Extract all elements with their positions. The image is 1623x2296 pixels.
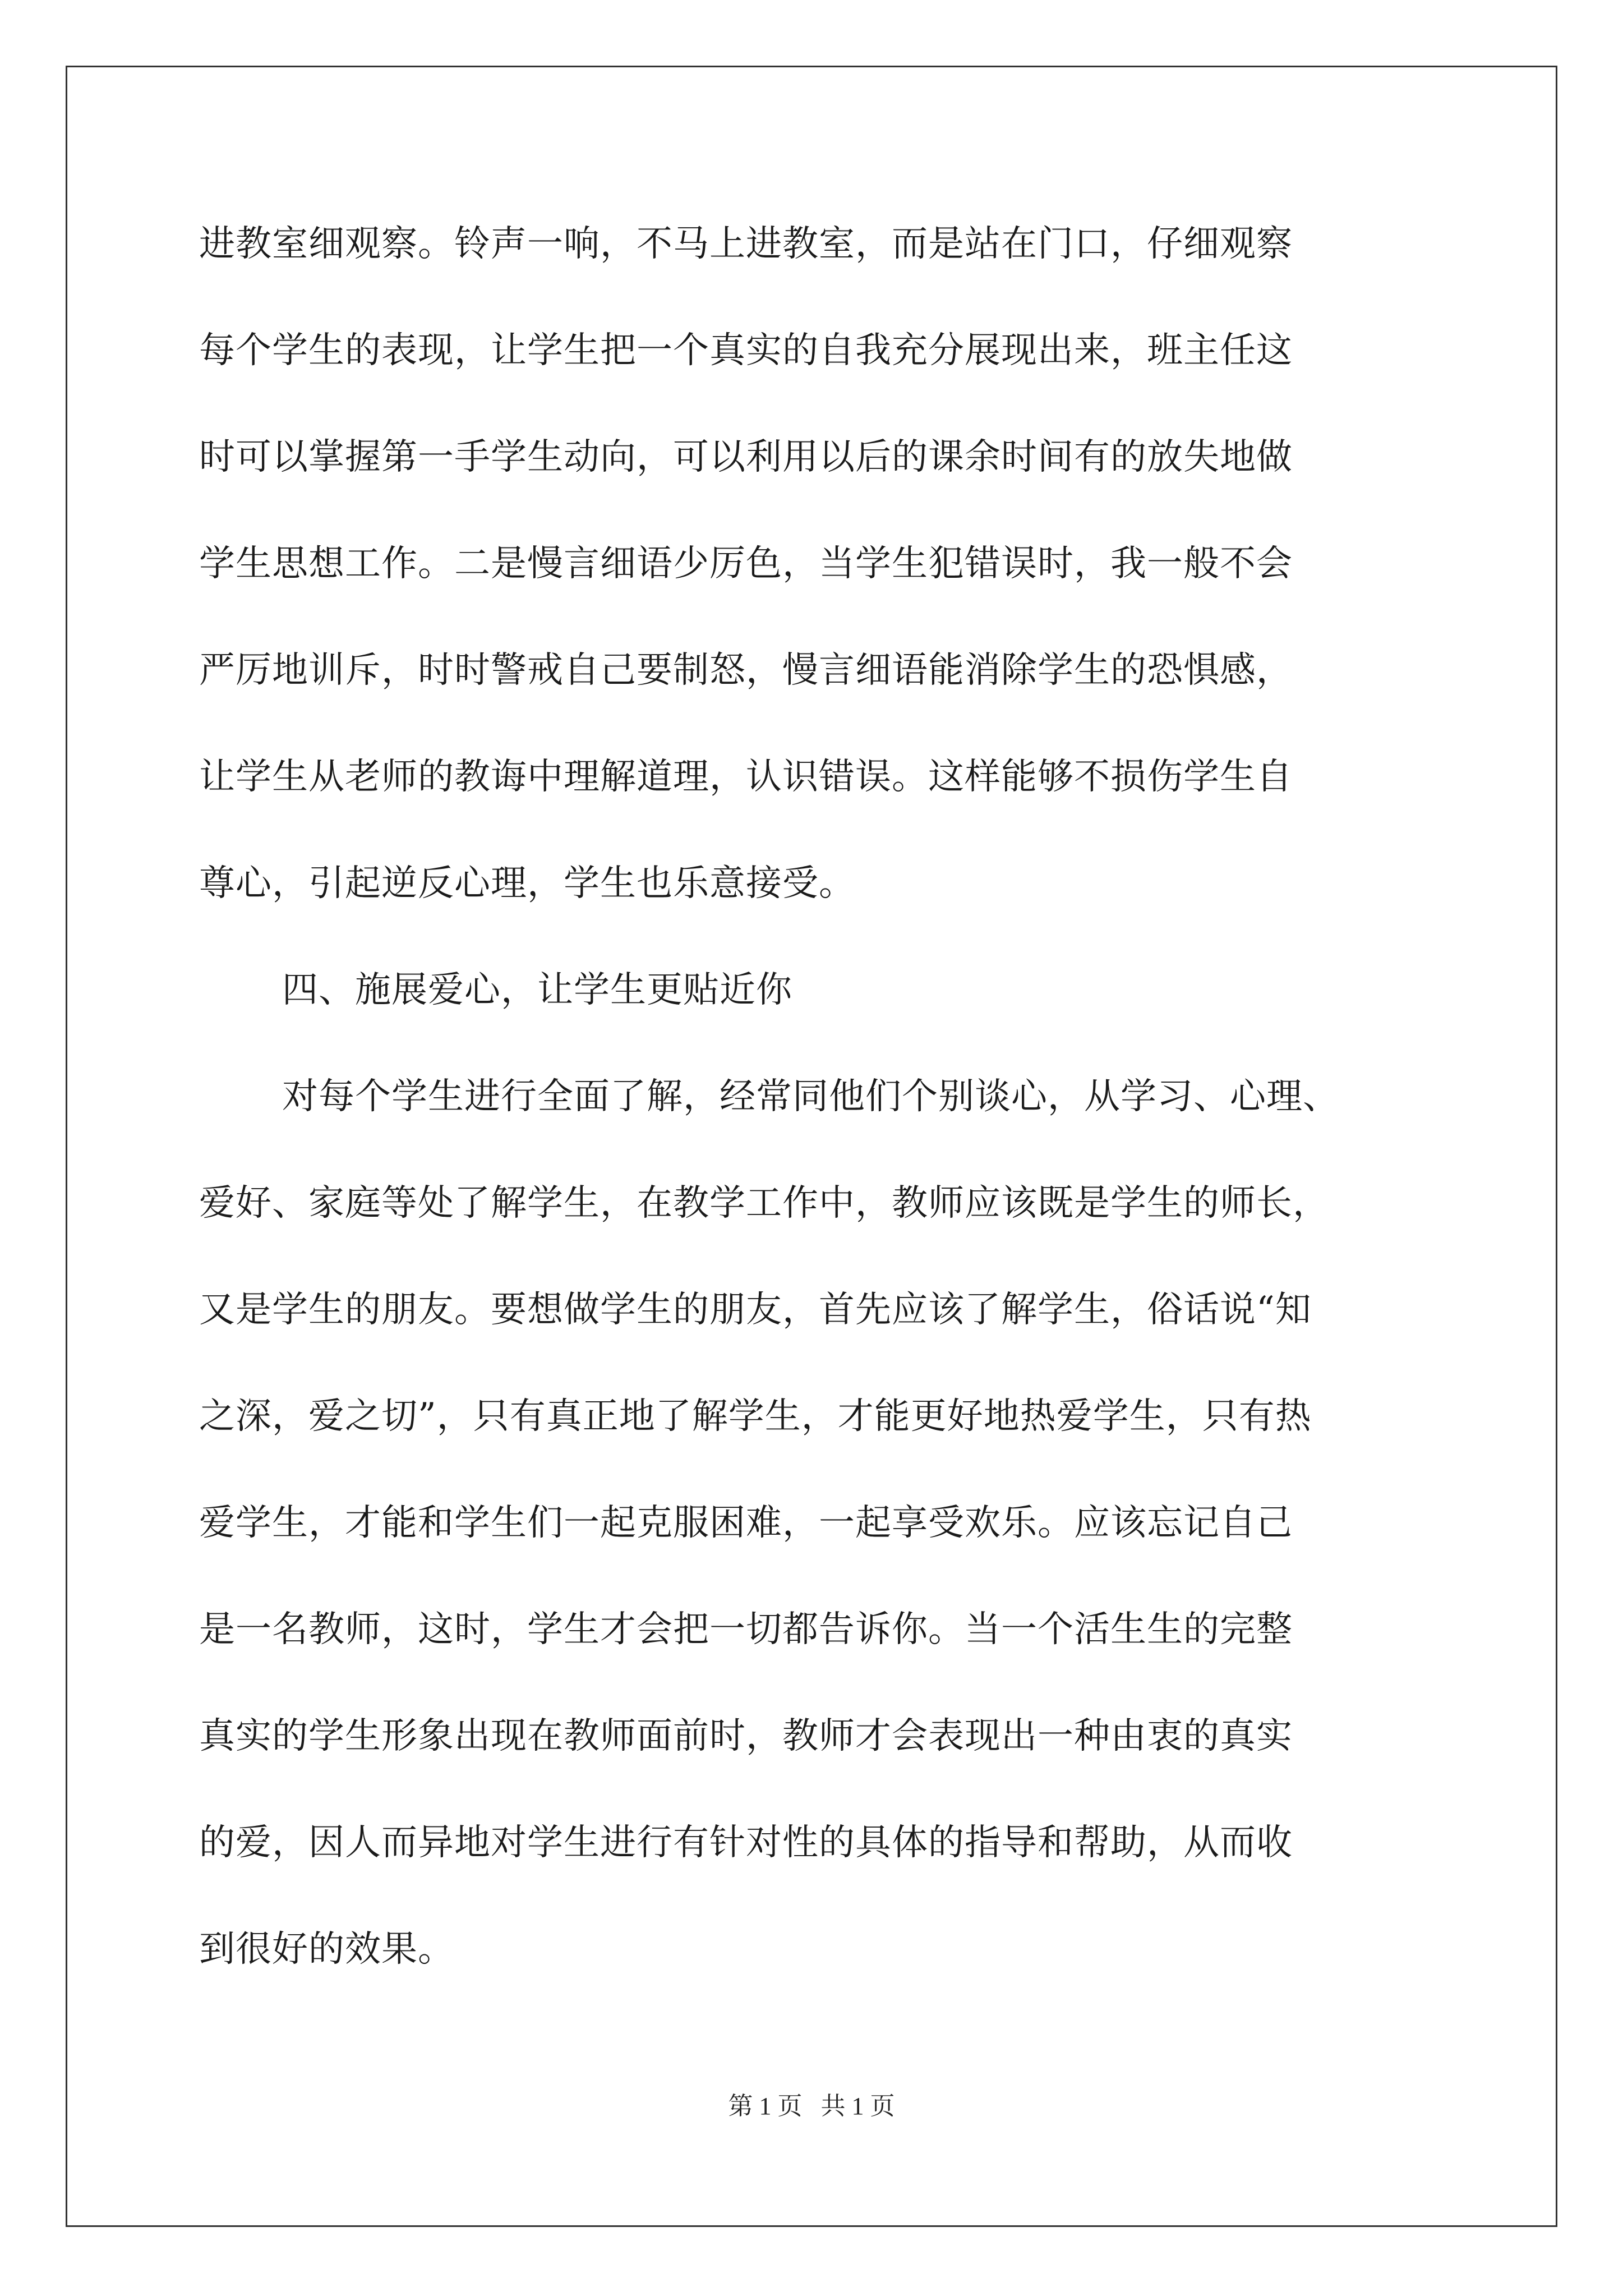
text-line: 严厉地训斥，时时警戒自己要制怒，慢言细语能消除学生的恐惧感， <box>199 650 1293 691</box>
document-body <box>199 210 1461 2022</box>
text-line: 爱好、家庭等处了解学生，在教学工作中，教师应该既是学生的师长， <box>199 1182 1329 1224</box>
text-line: 对每个学生进行全面了解，经常同他们个别谈心，从学习、心理、 <box>282 1076 1339 1117</box>
text-line: 学生思想工作。二是慢言细语少厉色，当学生犯错误时，我一般不会 <box>199 543 1293 585</box>
text-line: 是一名教师，这时，学生才会把一切都告诉你。当一个活生生的完整 <box>199 1609 1293 1650</box>
text-line: 爱学生，才能和学生们一起克服困难，一起享受欢乐。应该忘记自己 <box>199 1502 1293 1544</box>
page-number: 第 1 页 共 1 页 <box>728 2092 895 2120</box>
text-line: 又是学生的朋友。要想做学生的朋友，首先应该了解学生，俗话说“知 <box>199 1289 1312 1331</box>
text-line: 到很好的效果。 <box>199 1929 454 1970</box>
text-line: 时可以掌握第一手学生动向，可以利用以后的课余时间有的放失地做 <box>199 436 1293 478</box>
text-line: 尊心，引起逆反心理，学生也乐意接受。 <box>199 863 855 904</box>
text-line: 的爱，因人而异地对学生进行有针对性的具体的指导和帮助，从而收 <box>199 1822 1293 1864</box>
section-heading: 四、施展爱心，让学生更贴近你 <box>282 969 792 1011</box>
text-line: 真实的学生形象出现在教师面前时，教师才会表现出一种由衷的真实 <box>199 1715 1293 1757</box>
text-line: 每个学生的表现，让学生把一个真实的自我充分展现出来，班主任这 <box>199 330 1293 371</box>
text-line: 让学生从老师的教诲中理解道理，认识错误。这样能够不损伤学生自 <box>199 756 1293 798</box>
text-line: 之深，爱之切”，只有真正地了解学生，才能更好地热爱学生，只有热 <box>199 1396 1312 1437</box>
text-line: 进教室细观察。铃声一响，不马上进教室，而是站在门口，仔细观察 <box>199 223 1293 265</box>
